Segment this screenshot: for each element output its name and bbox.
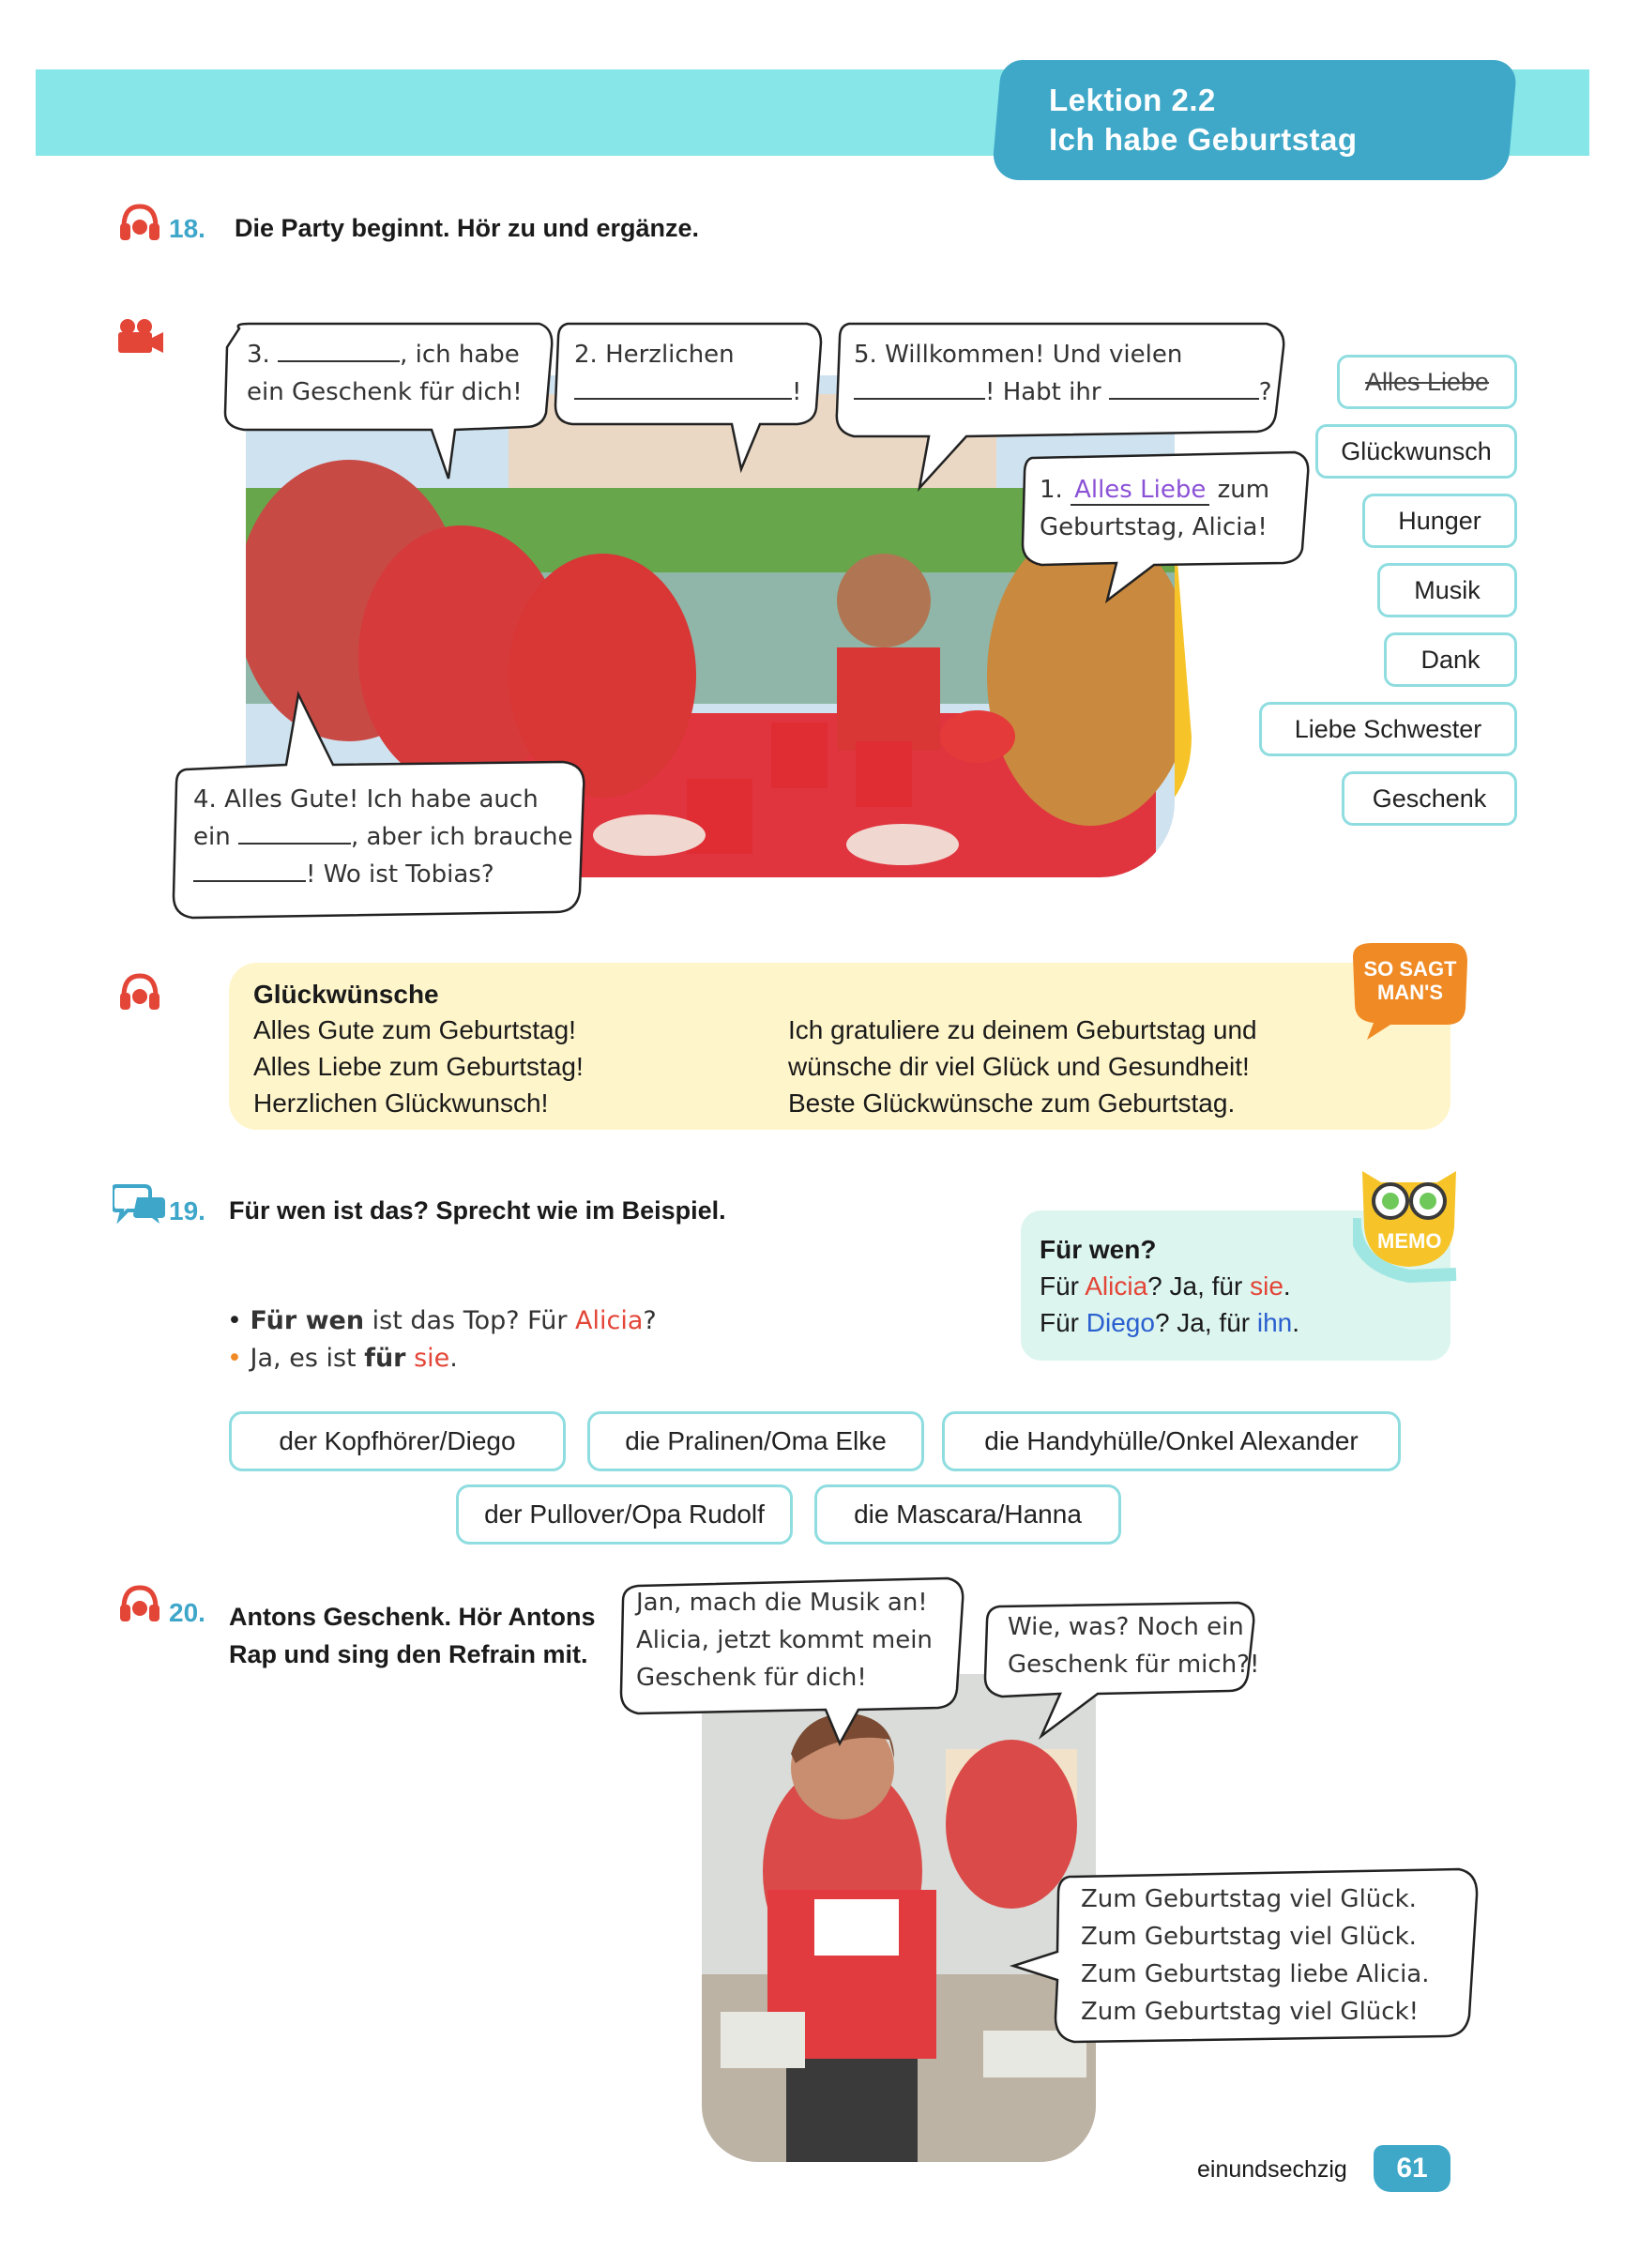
phrase-right-1: Ich gratuliere zu deinem Geburtstag und <box>788 1015 1257 1044</box>
phrase-left-1: Alles Gute zum Geburtstag! <box>253 1015 576 1044</box>
phrases-left <box>253 1012 584 1121</box>
phrase-left-3: Herzlichen Glückwunsch! <box>253 1088 549 1118</box>
speech-bubbles-icon[interactable] <box>113 1180 167 1224</box>
bubble-4-line3: ! Wo ist Tobias? <box>306 860 494 889</box>
memo-l1-b: ? Ja, für <box>1147 1271 1251 1301</box>
refrain-line2: Zum Geburtstag viel Glück. <box>1081 1923 1417 1951</box>
bubble-alicia-line2: Geschenk für mich?! <box>1008 1651 1260 1679</box>
memo-l1-c: . <box>1283 1271 1291 1301</box>
bubble-2-end: ! <box>792 378 802 406</box>
bubble-3-text: , ich habe <box>400 341 520 369</box>
exercise-20-title-line2: Rap und sing den Refrain mit. <box>229 1640 588 1668</box>
badge-line-1: SO SAGT <box>1363 957 1457 981</box>
bubble-1-number: 1. <box>1040 476 1063 504</box>
bubble-3 <box>247 336 523 411</box>
lesson-number: Lektion 2.2 <box>1049 83 1216 117</box>
exercise-20-title-line1: Antons Geschenk. Hör Antons <box>229 1603 596 1631</box>
word-box-hunger[interactable]: Hunger <box>1362 494 1517 548</box>
blank-2[interactable] <box>574 375 792 400</box>
bubble-4-text-b: , aber ich brauche <box>350 823 573 851</box>
headphones-icon[interactable] <box>116 968 163 1015</box>
phrase-left-2: Alles Liebe zum Geburtstag! <box>253 1052 584 1081</box>
example-answer: • Ja, es ist für sie. <box>227 1344 458 1373</box>
example-q-end: ? <box>643 1306 657 1335</box>
item-pralinen-oma-elke[interactable]: die Pralinen/Oma Elke <box>587 1411 924 1471</box>
word-box-geschenk[interactable]: Geschenk <box>1342 771 1517 826</box>
memo-l2-b: ? Ja, für <box>1154 1308 1257 1337</box>
bubble-3-number: 3. <box>247 341 270 369</box>
exercise-20-number: 20. <box>169 1598 205 1627</box>
example-q-bold: Für wen <box>250 1306 365 1335</box>
word-box-dank[interactable]: Dank <box>1384 632 1517 687</box>
bubble-5-end: ? <box>1258 378 1272 406</box>
item-kopfhoerer-diego[interactable]: der Kopfhörer/Diego <box>229 1411 566 1471</box>
bubble-1-line2: Geburtstag, Alicia! <box>1040 513 1268 541</box>
bubble-jan-line3: Geschenk für dich! <box>636 1664 867 1692</box>
bubble-alicia <box>1008 1608 1259 1683</box>
glueckwuensche-heading: Glückwünsche <box>253 980 439 1009</box>
example-a-start: Ja, es ist <box>250 1344 365 1373</box>
bubble-4-line1: 4. Alles Gute! Ich habe auch <box>193 785 539 814</box>
example-question: • Für wen ist das Top? Für Alicia? <box>227 1306 657 1335</box>
memo-heading: Für wen? <box>1040 1235 1157 1264</box>
word-box-musik[interactable]: Musik <box>1377 563 1517 617</box>
item-handyhuelle-onkel-alexander[interactable]: die Handyhülle/Onkel Alexander <box>942 1411 1401 1471</box>
word-box-glueckwunsch[interactable]: Glückwunsch <box>1315 424 1517 479</box>
item-mascara-hanna[interactable]: die Mascara/Hanna <box>814 1484 1121 1545</box>
example-a-end: . <box>449 1344 458 1373</box>
word-box-liebe-schwester[interactable]: Liebe Schwester <box>1259 702 1517 756</box>
example-a-space <box>406 1344 415 1373</box>
bubble-5-text: ! Habt ihr <box>985 378 1101 406</box>
bubble-jan-line1: Jan, mach die Musik an! <box>636 1589 928 1617</box>
example-q-name: Alicia <box>575 1306 644 1335</box>
memo-l1-pronoun: sie <box>1250 1271 1283 1301</box>
phrase-right-3: Beste Glückwünsche zum Geburtstag. <box>788 1088 1236 1118</box>
owl-memo-icon <box>1353 1162 1466 1284</box>
blank-3[interactable] <box>278 338 400 362</box>
exercise-18-title: Die Party beginnt. Hör zu und ergänze. <box>235 214 700 242</box>
memo-l1-a: Für <box>1040 1271 1086 1301</box>
bubble-jan-line2: Alicia, jetzt kommt mein <box>636 1626 933 1654</box>
bubble-3-line2: ein Geschenk für dich! <box>247 378 523 406</box>
exercise-19-title: Für wen ist das? Sprecht wie im Beispiel. <box>229 1196 726 1225</box>
refrain-line3: Zum Geburtstag liebe Alicia. <box>1081 1960 1430 1988</box>
memo-l2-pronoun: ihn <box>1256 1308 1293 1337</box>
bubble-jan <box>636 1584 933 1697</box>
blank-4b[interactable] <box>193 858 306 882</box>
phrase-right-2: wünsche dir viel Glück und Gesundheit! <box>788 1052 1250 1081</box>
memo-content <box>1040 1231 1299 1341</box>
blank-5b[interactable] <box>1109 375 1259 400</box>
word-alles-liebe: Alles Liebe <box>1364 368 1490 396</box>
memo-line-1 <box>1040 1268 1299 1304</box>
blank-4a[interactable] <box>238 820 351 845</box>
badge-line-2: MAN'S <box>1376 981 1443 1004</box>
bubble-5-line1: 5. Willkommen! Und vielen <box>854 341 1183 369</box>
example-q-mid: ist das Top? Für <box>364 1306 576 1335</box>
bubble-2-line1: 2. Herzlichen <box>574 341 735 369</box>
exercise-18-number: 18. <box>169 214 205 243</box>
memo-l2-a: Für <box>1040 1308 1086 1337</box>
refrain-line4: Zum Geburtstag viel Glück! <box>1081 1998 1420 2026</box>
bubble-1-text: zum <box>1217 476 1270 504</box>
example-a-pronoun: sie <box>414 1344 450 1373</box>
page-word: einundsechzig <box>1197 2156 1347 2183</box>
bubble-4 <box>193 781 573 893</box>
memo-l2-name: Diego <box>1086 1308 1155 1337</box>
blank-5a[interactable] <box>854 375 985 400</box>
lesson-topic: Ich habe Geburtstag <box>1049 122 1358 157</box>
exercise-19-number: 19. <box>169 1196 205 1225</box>
refrain-bubble <box>1081 1880 1430 2031</box>
example-a-bold: für <box>364 1344 406 1373</box>
memo-l1-name: Alicia <box>1085 1271 1148 1301</box>
memo-l2-c: . <box>1292 1308 1300 1337</box>
bubble-1 <box>1040 471 1269 546</box>
badge-text <box>1359 957 1462 1004</box>
filled-answer-1: Alles Liebe <box>1071 476 1209 506</box>
refrain-line1: Zum Geburtstag viel Glück. <box>1081 1885 1417 1913</box>
bubble-alicia-line1: Wie, was? Noch ein <box>1008 1613 1244 1641</box>
page-number: 61 <box>1374 2145 1450 2192</box>
item-pullover-opa-rudolf[interactable]: der Pullover/Opa Rudolf <box>456 1484 793 1545</box>
bubble-4-text-a: ein <box>193 823 231 851</box>
phrases-right <box>788 1012 1257 1121</box>
bubble-2 <box>574 336 801 411</box>
memo-label: MEMO <box>1377 1229 1442 1253</box>
memo-line-2 <box>1040 1304 1299 1341</box>
bubble-5 <box>854 336 1272 411</box>
